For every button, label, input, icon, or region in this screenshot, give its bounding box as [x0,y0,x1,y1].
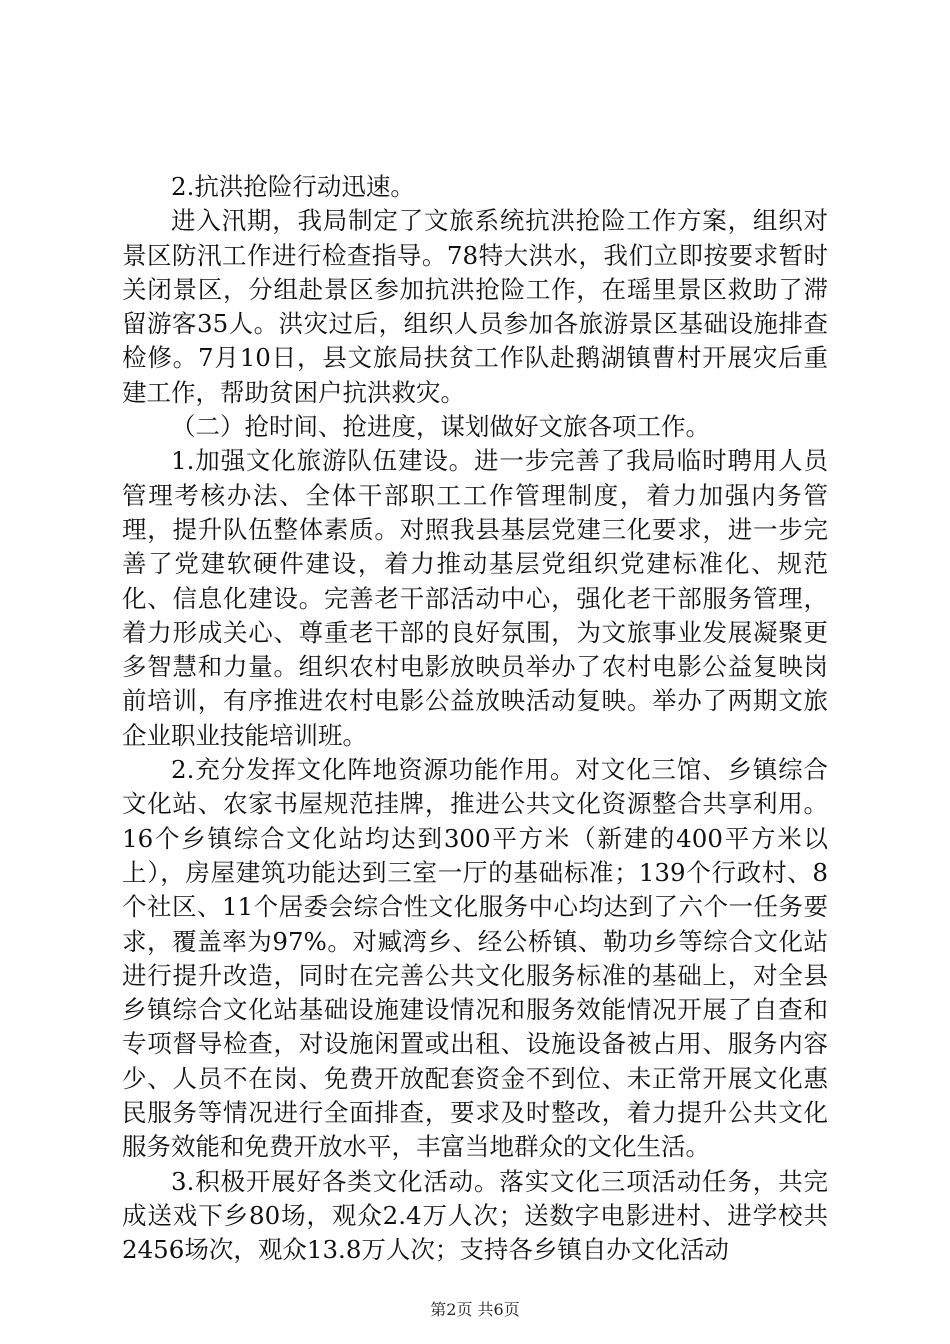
section-heading-flood-response: 2.抗洪抢险行动迅速。 [171,172,415,201]
paragraph-cultural-activities: 3.积极开展好各类文化活动。落实文化三项活动任务，共完成送戏下乡80场，观众2.4万人次；送数字电影进村、进学校共2456场次，观众13.8万人次；支持各乡镇自办文化活动 [122,1166,828,1265]
section-heading-part-two: （二）抢时间、抢进度，谋划做好文旅各项工作。 [171,412,710,442]
paragraph-cultural-facilities: 2.充分发挥文化阵地资源功能作用。对文化三馆、乡镇综合文化站、农家书屋规范挂牌，推进公共文化资源整合共享利用。16个乡镇综合文化站均达到300平方米（新建的400平方米以上），房屋建筑功能达到三室一厅的基础标准；139个行政村、8个社区、11个居委会综合性文化服务中心均达到了六个一任务要求，覆盖率为97%。对臧湾乡、经公桥镇、勒功乡等综合文化站进行提升改造，同时在完善公共文化服务标准的基础上，对全县乡镇综合文化站基础设施建设情况和服务效能情况开展了自查和专项督导检查，对设施闲置或出租、设施设备被占用、服务内容少、人员不在岗、免费开放配套资金不到位、未正常开展文化惠民服务等情况进行全面排查，要求及时整改，着力提升公共文化服务效能和免费开放水平，丰富当地群众的文化生活。 [122,755,828,1162]
document-body [122,170,828,1268]
paragraph-team-building: 1.加强文化旅游队伍建设。进一步完善了我局临时聘用人员管理考核办法、全体干部职工工作管理制度，着力加强内务管理，提升队伍整体素质。对照我县基层党建三化要求，进一步完善了党建软硬件建设，着力推动基层党组织党建标准化、规范化、信息化建设。完善老干部活动中心，强化老干部服务管理，着力形成关心、尊重老干部的良好氛围，为文旅事业发展凝聚更多智慧和力量。组织农村电影放映员举办了农村电影公益复映岗前培训，有序推进农村电影公益放映活动复映。举办了两期文旅企业职业技能培训班。 [122,446,828,750]
page-footer: 第2页 共6页 [430,1300,520,1319]
paragraph-flood-response: 进入汛期，我局制定了文旅系统抗洪抢险工作方案，组织对景区防汛工作进行检查指导。78特大洪水，我们立即按要求暂时关闭景区，分组赴景区参加抗洪抢险工作，在瑶里景区救助了滞留游客35人。洪灾过后，组织人员参加各旅游景区基础设施排查检修。7月10日，县文旅局扶贫工作队赴鹅湖镇曹村开展灾后重建工作，帮助贫困户抗洪救灾。 [122,206,828,407]
